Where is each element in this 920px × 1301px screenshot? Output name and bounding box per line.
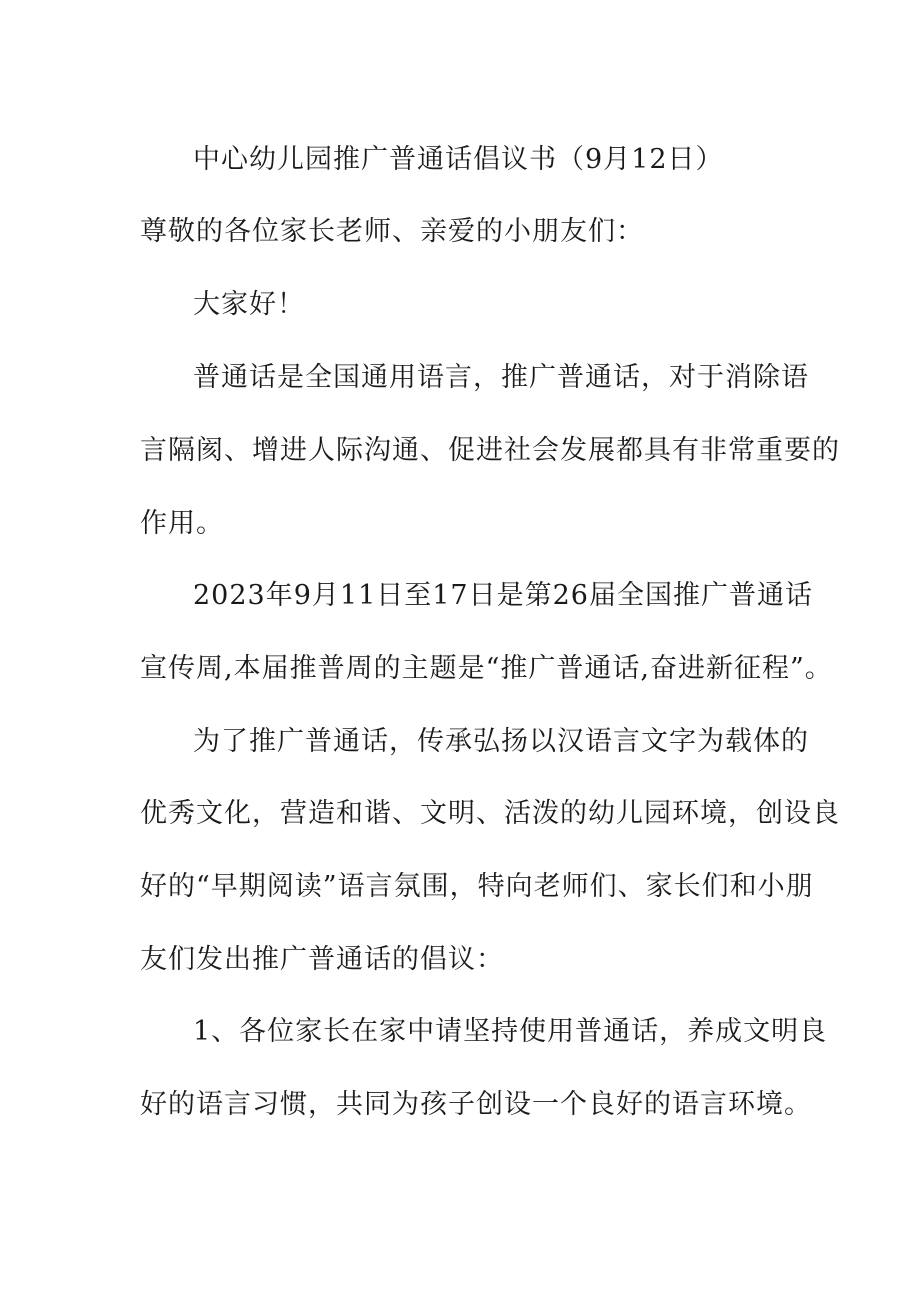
greeting: 大家好！: [193, 289, 305, 320]
paragraph-line: 2023年9月11日至17日是第26届全国推广普通话: [193, 580, 813, 611]
paragraph-line: 普通话是全国通用语言，推广普通话，对于消除语: [193, 362, 809, 393]
paragraph-line: 好的“早期阅读”语言氛围，特向老师们、家长们和小朋: [140, 871, 814, 902]
paragraph-line: 言隔阂、增进人际沟通、促进社会发展都具有非常重要的: [140, 435, 840, 466]
paragraph-line: 优秀文化，营造和谐、文明、活泼的幼儿园环境，创设良: [140, 798, 840, 829]
salutation: 尊敬的各位家长老师、亲爱的小朋友们：: [140, 216, 644, 247]
paragraph-line: 1、各位家长在家中请坚持使用普通话，养成文明良: [193, 1016, 828, 1047]
document-title: 中心幼儿园推广普通话倡议书（9月12日）: [193, 144, 724, 175]
paragraph-line: 好的语言习惯，共同为孩子创设一个良好的语言环境。: [140, 1089, 812, 1120]
paragraph-line: 为了推广普通话，传承弘扬以汉语言文字为载体的: [193, 726, 809, 757]
paragraph-line: 宣传周,本届推普周的主题是“推广普通话,奋进新征程”。: [140, 653, 833, 684]
paragraph-line: 友们发出推广普通话的倡议：: [140, 944, 504, 975]
paragraph-line: 作用。: [140, 508, 224, 539]
